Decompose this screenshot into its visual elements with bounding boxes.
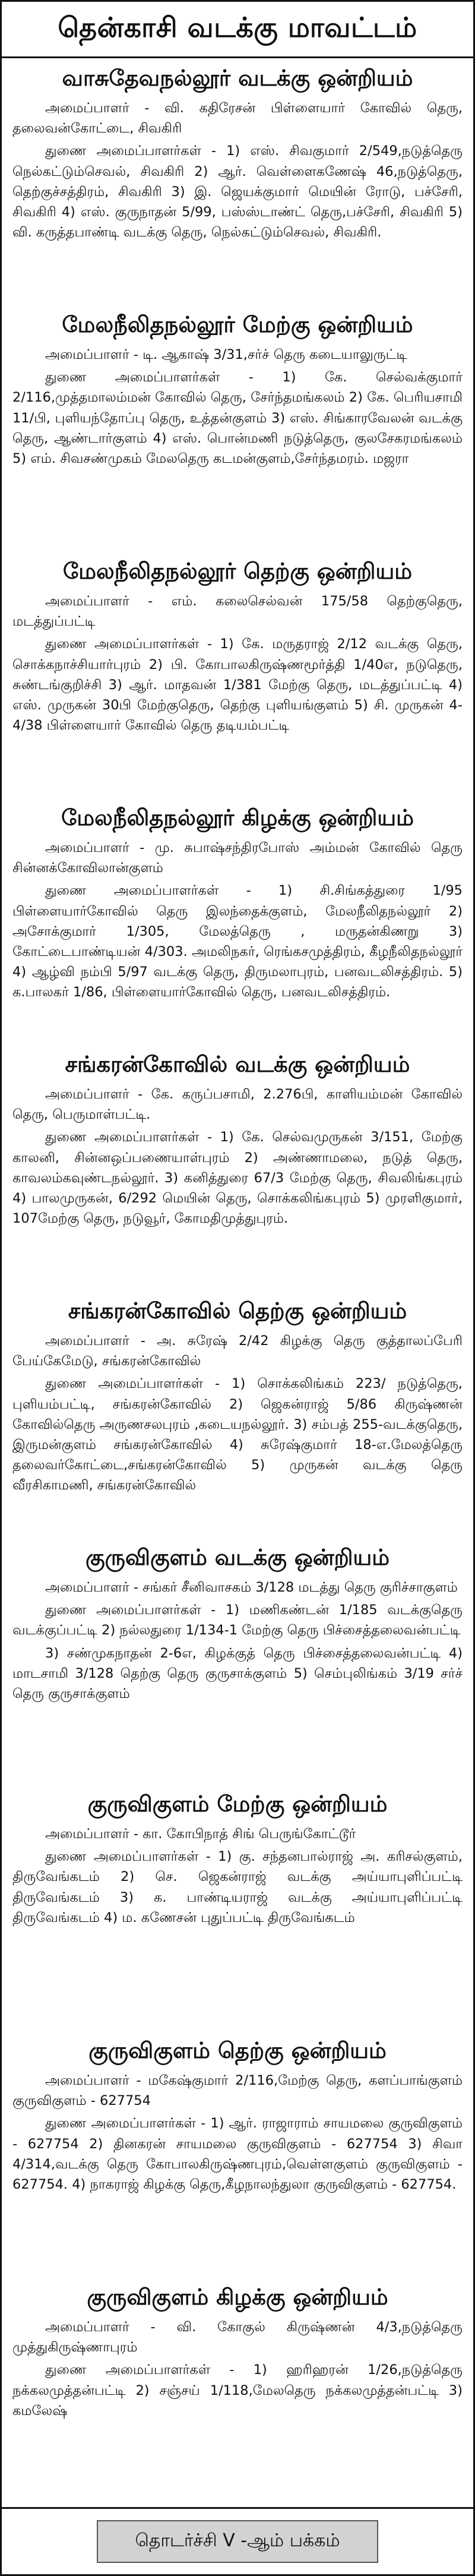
appointment-list [12,61,463,2503]
deputies-entry: துணை அமைப்பாளர்கள் - 1) ஆர். ராஜாராம் சாயமலை குருவிகுளம் - 627754 2) தினகரன் சாயமலை குருவிகுளம் - 627754 3) சிவா 4/314,வடக்கு தெரு கோபாலகிருஷ்ணபுரம்,வெள்ளகுளம் குருவிகுளம் - 627754. 4) நாகராஜ் கிழக்கு தெரு,கீழநாலந்துலா குருவிகுளம் - 627754. [12,2116,463,2192]
union-title: மேலநீலிதநல்லூர் மேற்கு ஒன்றியம் [62,311,413,337]
union-section [12,1047,463,1294]
union-title: சங்கரன்கோவில் வடக்கு ஒன்றியம் [65,1051,410,1077]
secretary-entry: அமைப்பாளர் - கே. கருப்பசாமி, 2.276பி, காளியம்மன் கோவில் தெரு, பெருமாள்பட்டி. [12,1086,463,1123]
union-section [12,308,463,554]
union-section [12,61,463,308]
union-section [12,554,463,801]
union-section [12,2034,463,2280]
union-title: சங்கரன்கோவில் தெற்கு ஒன்றியம் [68,1298,407,1324]
union-section [12,1294,463,1540]
secretary-entry: அமைப்பாளர் - கா. கோபிநாத் சிங் பெருங்கோட்டூர் [45,1826,356,1842]
union-title: குருவிகுளம் தெற்கு ஒன்றியம் [88,2037,387,2063]
secretary-entry: அமைப்பாளர் - வி. கதிரேசன் பிள்ளையார் கோவில் தெரு, தலைவன்கோட்டை, சிவகிரி [12,100,463,137]
deputies-entry: துணை அமைப்பாளர்கள் - 1) ஹரிஹரன் 1/26,நடுத்தெரு நக்கலமுத்தன்பட்டி 2) சஞ்சய் 1/118,மேலதெரு நக்கலமுத்தன்பட்டி 3) கமலேஷ் [12,2362,463,2419]
secretary-entry: அமைப்பாளர் - மகேஷ்குமார் 2/116,மேற்கு தெரு, களப்பாங்குளம் குருவிகுளம் - 627754 [12,2072,463,2109]
union-title: குருவிகுளம் மேற்கு ஒன்றியம் [87,1791,388,1817]
district-header [2,2,473,58]
district-title: தென்காசி வடக்கு மாவட்டம் [58,11,417,43]
deputies-entry: துணை அமைப்பாளர்கள் - 1) எஸ். சிவகுமார் 2/549,நடுத்தெரு நெல்கட்டும்செவல், சிவகிரி 2) ஆர். வெள்ளைகணேஷ் 46,நடுத்தெரு, தெற்குச்சத்திரம், சிவகிரி 3) இ. ஜெயக்குமார் மெயின் ரோடு, பச்சேரி, சிவகிரி 4) எஸ். குருநாதன் 5/99, பஸ்ஸ்டாண்ட் தெரு,பச்சேரி, சிவகிரி 5) வி. கருத்தபாண்டி வடக்கு தெரு, நெல்கட்டும்செவல், சிவகிரி. [12,143,463,241]
deputies-entry: துணை அமைப்பாளர்கள் - 1) கே. செல்வக்குமார் 2/116,முத்தமாலம்மன் கோவில் தெரு, சேர்ந்தமங்கலம் 2) கே. பெரியசாமி 11/பி, புளியந்தோப்பு தெரு, உத்தன்குளம் 3) எஸ். சிங்காரவேலன் வடக்கு தெரு, ஆண்டார்குளம் 4) எஸ். பொன்மணி நடுத்தெரு, குலசேகரமங்கலம் 5) எம். சிவசண்முகம் மேலதெரு கடமன்குளம்,சேர்ந்தமரம். மஜரா [12,370,463,466]
secretary-entry: அமைப்பாளர் - எம். கலைசெல்வன் 175/58 தெற்குதெரு, மடத்துப்பட்டி [12,593,463,630]
secretary-entry: அமைப்பாளர் - அ. சுரேஷ் 2/42 கிழக்கு தெரு குத்தாலப்பேரி பேய்கேமேடு, சங்கரன்கோவில் [12,1333,463,1369]
union-title: மேலநீலிதநல்லூர் கிழக்கு ஒன்றியம் [61,804,414,831]
deputies-entry-continued: 3) சண்முகநாதன் 2-6எ, கிழக்குத் தெரு பிச்சைத்தலைவன்பட்டி 4) மாடசாமி 3/128 தெற்கு தெரு குருசாக்குளம் 5) செம்புலிங்கம் 3/19 சர்ச் தெரு குருசாக்குளம் [12,1645,463,1701]
union-section [12,801,463,1047]
secretary-entry: அமைப்பாளர் - வி. கோகுல் கிருஷ்ணன் 4/3,நடுத்தெரு முத்துகிருஷ்ணாபுரம் [12,2319,463,2356]
page-footer [2,2507,473,2574]
deputies-entry: துணை அமைப்பாளர்கள் - 1) கு. சந்தனபால்ராஜ் அ. கரிசல்குளம், திருவேங்கடம் 2) செ. ஜெகன்ராஜ் வடக்கு அய்யாபுளிப்பட்டி திருவேங்கடம் 3) க. பாண்டியராஜ் வடக்கு அய்யாபுளிப்பட்டி திருவேங்கடம் 4) ம. கணேசன் புதுப்பட்டி திருவேங்கடம் [12,1849,463,1925]
deputies-entry: துணை அமைப்பாளர்கள் - 1) கே. செல்வமுருகன் 3/151, மேற்கு காலனி, சின்னஒப்பணையாள்புரம் 2) அண்ணாமலை, நடுத் தெரு, காவலம்கவுண்டநல்லூர். 3) கனித்துரை 67/3 மேற்கு தெரு, சிவலிங்கபுரம் 4) பாலமுருகன், 6/292 மெயின் தெரு, சொக்கலிங்கபுரம் 5) முரளிகுமார், 107மேற்கு தெரு, நடுவூர், கோமதிமுத்துபுரம். [12,1129,463,1227]
deputies-entry: துணை அமைப்பாளர்கள் - 1) சொக்கலிங்கம் 223/ நடுத்தெரு, புளியம்பட்டி, சங்கரன்கோவில் 2) ஜெகன்ராஜ் 5/86 கிருஷ்ணன் கோவில்தெரு அருணசலபுரம் ,கடையநல்லூர். 3) சம்பத் 255-வடக்குதெரு, இருமன்குளம் சங்கரன்கோவில் 4) சுரேஷ்குமார் 18-எ.மேலத்தெரு தலைவர்கோட்டை,சங்கரன்கோவில் 5) முருகன் வடக்கு தெரு வீரசிகாமணி, சங்கரன்கோவில் [12,1376,463,1494]
secretary-entry: அமைப்பாளர் - டி. ஆகாஷ் 3/31,சர்ச் தெரு கடையாலுருட்டி [45,346,407,362]
secretary-entry: அமைப்பாளர் - சங்கர் சீனிவாசகம் 3/128 மடத்து தெரு குரிச்சாகுளம் [45,1579,458,1595]
union-title: குருவிகுளம் கிழக்கு ஒன்றியம் [87,2284,388,2310]
deputies-entry: துணை அமைப்பாளர்கள் - 1) கே. மருதராஜ் 2/12 வடக்கு தெரு, சொக்கநாச்சியார்புரம் 2) பி. கோபாலகிருஷ்ணமூர்த்தி 1/40எ, நடுதெரு, சுண்டங்குறிச்சி 3) ஆர். மாதவன் 1/381 மேற்கு தெரு, மடத்துப்பட்டி 4) எஸ். முருகன் 30பி மேற்குதெரு, தெற்கு புளியங்குளம் 5) சி. முருகன் 4-4/38 பிள்ளையார் கோவில் தெரு தடியம்பட்டி [12,636,463,734]
union-title: குருவிகுளம் வடக்கு ஒன்றியம் [85,1544,390,1570]
union-title: வாசுதேவநல்லூர் வடக்கு ஒன்றியம் [62,65,413,91]
continuation-note: தொடர்ச்சி V -ஆம் பக்கம் [97,2520,378,2563]
deputies-entry: துணை அமைப்பாளர்கள் - 1) மணிகண்டன் 1/185 வடக்குதெரு வடக்குப்பட்டி 2) நல்லதுரை 1/134-1 மேற்கு தெரு பிச்சைத்தலைவன்பட்டி [12,1602,463,1639]
secretary-entry: அமைப்பாளர் - மு. சுபாஷ்சந்திரபோஸ் அம்மன் கோவில் தெரு சின்னக்கோவிலான்குளம் [12,839,463,876]
union-section [12,2280,463,2503]
union-section [12,1540,463,1787]
union-title: மேலநீலிதநல்லூர் தெற்கு ஒன்றியம் [62,558,413,584]
union-section [12,1787,463,2034]
deputies-entry: துணை அமைப்பாளர்கள் - 1) சி.சிங்கத்துரை 1/95 பிள்ளையார்கோவில் தெரு இலந்தைக்குளம், மேலநீலிதநல்லூர் 2) அசோக்குமார் 1/305, மேலத்தெரு , மருதன்கிணறு 3) கோட்டைபாண்டியன் 4/303. அமலிநகர், ரெங்கசமுத்திரம், கீழநீலிதநல்லூர் 4) ஆழ்வி நம்பி 5/97 வடக்கு தெரு, திருமலாபுரம், பனவடலிசத்திரம். 5) க.பாலகர் 1/86, பிள்ளையார்கோவில் தெரு, பனவடலிசத்திரம். [12,883,463,1000]
